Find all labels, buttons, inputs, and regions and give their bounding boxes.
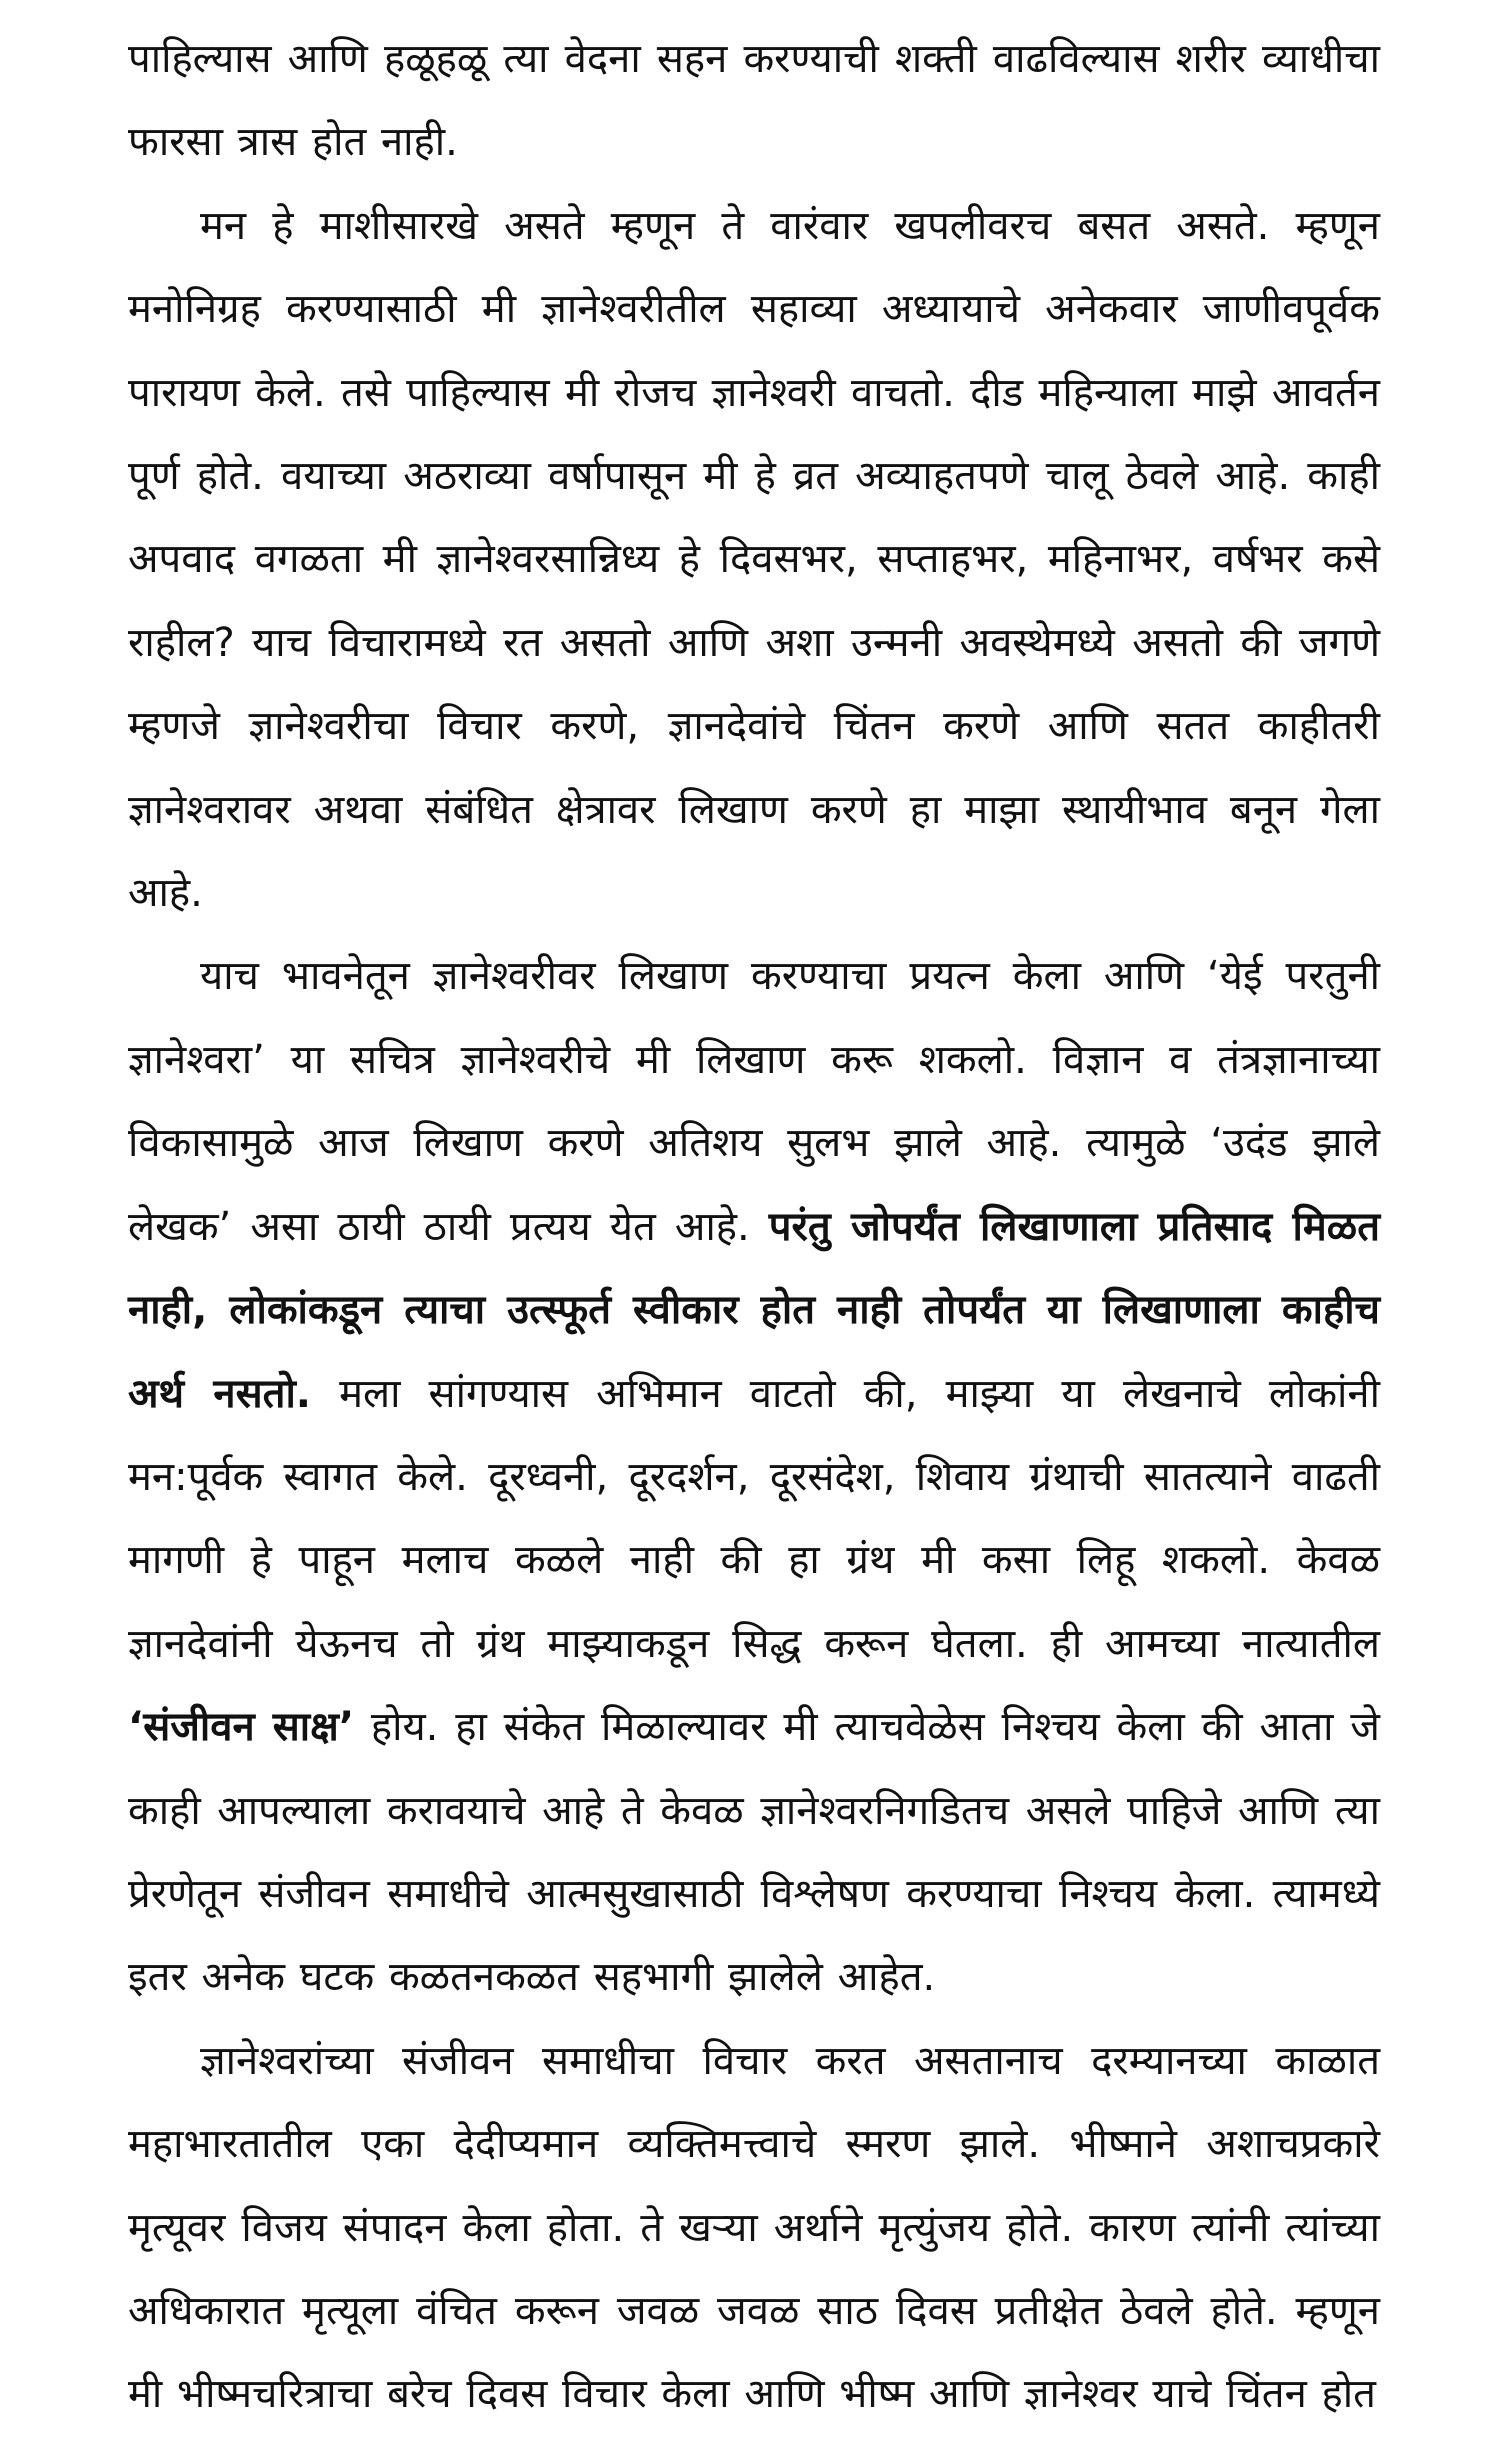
paragraph-text: ज्ञानेश्वरांच्या संजीवन समाधीचा विचार करत असतानाच दरम्यानच्या काळात महाभारतातील एका देदीप्यमान व्यक्तिमत्त्वाचे स्मरण झाले. भीष्माने अशाचप्रकारे मृत्यूवर विजय संपादन केला होता. ते खऱ्या अर्थाने मृत्युंजय होते. कारण त्यांनी त्यांच्या अधिकारात मृत्यूला वंचित करून जवळ जवळ साठ दिवस प्रतीक्षेत ठेवले होते. म्हणून मी भीष्मचरित्राचा बरेच दिवस विचार केला आणि भीष्म आणि ज्ञानेश्वर याचे चिंतन होत — [128, 2037, 1380, 2418]
paragraph — [128, 18, 1380, 185]
paragraph-text: मला सांगण्यास अभिमान वाटतो की, माझ्या या लेखनाचे लोकांनी मन:पूर्वक स्वागत केले. दूरध्वनी, दूरदर्शन, दूरसंदेश, शिवाय ग्रंथाची सातत्याने वाढती मागणी हे पाहून मलाच कळले नाही की हा ग्रंथ मी कसा लिहू शकलो. केवळ ज्ञानदेवांनी येऊनच तो ग्रंथ माझ्याकडून सिद्ध करून घेतला. ही आमच्या नात्यातील — [128, 1370, 1380, 1667]
paragraph — [128, 185, 1380, 936]
paragraph — [128, 935, 1380, 2019]
paragraph-text: याच भावनेतून ज्ञानेश्वरीवर लिखाण करण्याचा प्रयत्न केला आणि ‘येई परतुनी ज्ञानेश्वरा’ या सचित्र ज्ञानेश्वरीचे मी लिखाण करू शकलो. विज्ञान व तंत्रज्ञानाच्या विकासामुळे आज लिखाण करणे अतिशय सुलभ झाले आहे. त्यामुळे ‘उदंड झाले लेखक’ असा ठायी ठायी प्रत्यय येत आहे. — [128, 953, 1380, 1250]
document-page — [128, 18, 1380, 2437]
paragraph-text: होय. हा संकेत मिळाल्यावर मी त्याचवेळेस निश्चय केला की आता जे काही आपल्याला करावयाचे आहे ते केवळ ज्ञानेश्वरनिगडितच असले पाहिजे आणि त्या प्रेरणेतून संजीवन समाधीचे आत्मसुखासाठी विश्लेषण करण्याचा निश्चय केला. त्यामध्ये इतर अनेक घटक कळतनकळत सहभागी झालेले आहेत. — [128, 1704, 1380, 2001]
emphasis-text: ‘संजीवन साक्ष’ — [128, 1704, 355, 1751]
paragraph — [128, 2020, 1380, 2437]
paragraph-text: पाहिल्यास आणि हळूहळू त्या वेदना सहन करण्याची शक्ती वाढविल्यास शरीर व्याधीचा फारसा त्रास होत नाही. — [128, 36, 1380, 166]
paragraph-text: मन हे माशीसारखे असते म्हणून ते वारंवार खपलीवरच बसत असते. म्हणून मनोनिग्रह करण्यासाठी मी ज्ञानेश्वरीतील सहाव्या अध्यायाचे अनेकवार जाणीवपूर्वक पारायण केले. तसे पाहिल्यास मी रोजच ज्ञानेश्वरी वाचतो. दीड महिन्याला माझे आवर्तन पूर्ण होते. वयाच्या अठराव्या वर्षापासून मी हे व्रत अव्याहतपणे चालू ठेवले आहे. काही अपवाद वगळता मी ज्ञानेश्वरसान्निध्य हे दिवसभर, सप्ताहभर, महिनाभर, वर्षभर कसे राहील? याच विचारामध्ये रत असतो आणि अशा उन्मनी अवस्थेमध्ये असतो की जगणे म्हणजे ज्ञानेश्वरीचा विचार करणे, ज्ञानदेवांचे चिंतन करणे आणि सतत काहीतरी ज्ञानेश्वरावर अथवा संबंधित क्षेत्रावर लिखाण करणे हा माझा स्थायीभाव बनून गेला आहे. — [128, 202, 1380, 917]
emphasis-text: परंतु जोपर्यंत लिखाणाला प्रतिसाद मिळत नाही, लोकांकडून त्याचा उत्स्फूर्त स्वीकार होत नाही तोपर्यंत या लिखाणाला काहीच अर्थ नसतो. — [128, 1203, 1381, 1417]
